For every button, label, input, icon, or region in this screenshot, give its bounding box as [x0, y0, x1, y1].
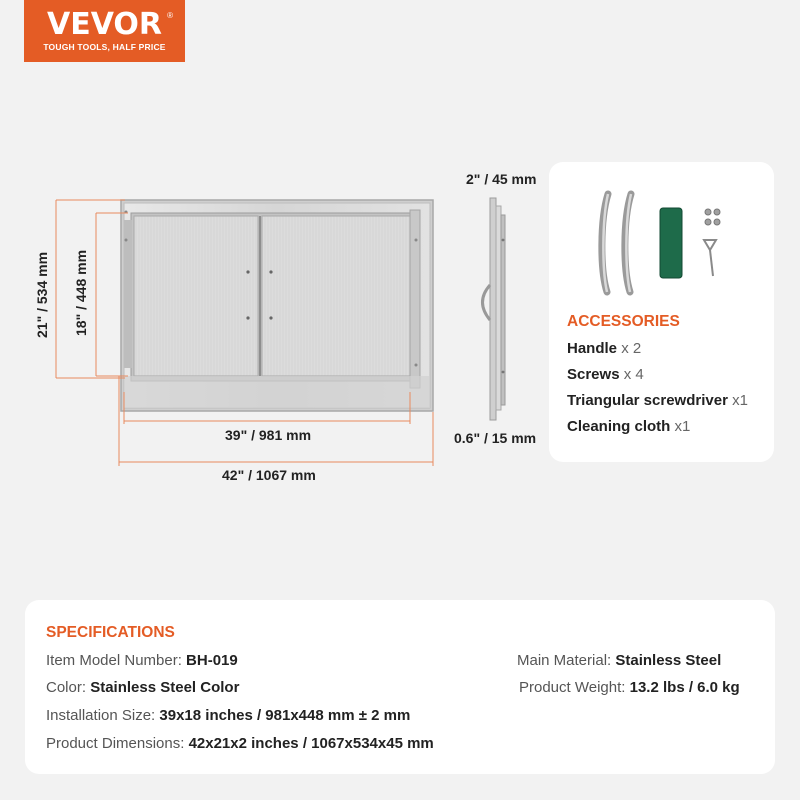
accessory-item: Cleaning cloth x1 — [567, 418, 691, 435]
logo-registered-mark: ® — [167, 11, 173, 20]
spec-color: Color: Stainless Steel Color — [46, 679, 240, 696]
spec-main-material: Main Material: Stainless Steel — [517, 652, 722, 669]
outer-height-label: 21" / 534 mm — [34, 251, 50, 338]
left-door-panel — [134, 216, 258, 376]
access-door-front-view — [121, 200, 433, 411]
spec-product-weight: Product Weight: 13.2 lbs / 6.0 kg — [519, 679, 740, 696]
frame-thickness-label: 0.6" / 15 mm — [454, 430, 537, 446]
spec-installation-size: Installation Size: 39x18 inches / 981x448 mm ± 2 mm — [46, 707, 411, 724]
inner-height-label: 18" / 448 mm — [73, 249, 89, 336]
accessories-title: ACCESSORIES — [567, 313, 680, 330]
right-door-panel — [262, 216, 414, 376]
spec-model-number: Item Model Number: BH-019 — [46, 652, 238, 669]
cleaning-cloth-icon — [660, 208, 682, 278]
outer-width-label: 42" / 1067 mm — [222, 467, 316, 483]
spec-product-dimensions: Product Dimensions: 42x21x2 inches / 1067x534x45 mm — [46, 735, 434, 752]
logo-tagline: TOUGH TOOLS, HALF PRICE — [43, 42, 166, 52]
depth-label: 2" / 45 mm — [466, 171, 537, 187]
accessory-item: Triangular screwdriver x1 — [567, 392, 748, 409]
specifications-title: SPECIFICATIONS — [46, 624, 175, 641]
accessory-item: Screws x 4 — [567, 366, 644, 383]
logo-brand: VEVOR — [46, 7, 162, 42]
access-door-side-view — [483, 198, 506, 420]
inner-width-label: 39" / 981 mm — [225, 427, 312, 443]
accessory-item: Handle x 2 — [567, 340, 642, 357]
